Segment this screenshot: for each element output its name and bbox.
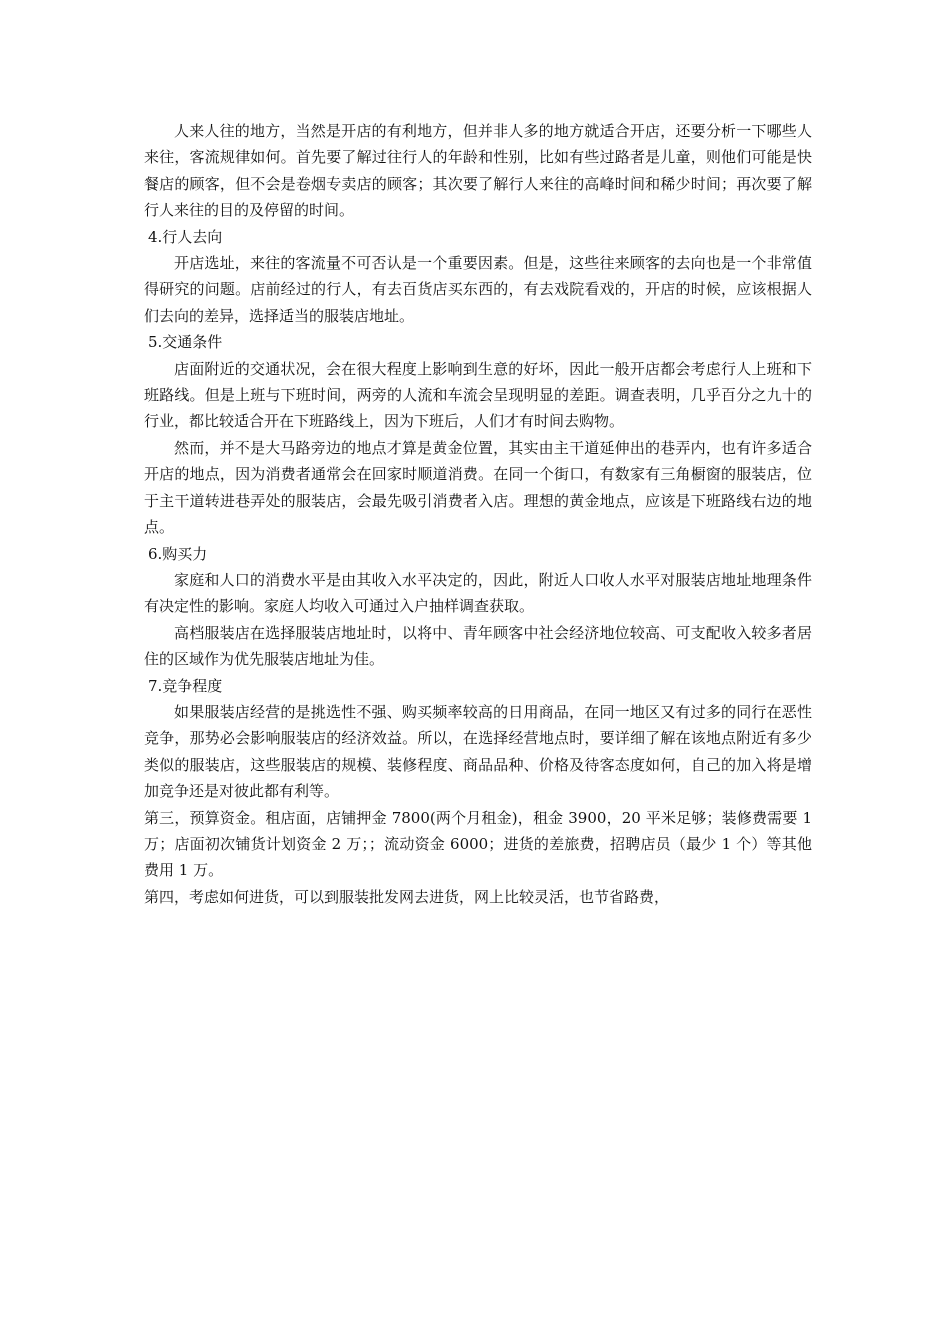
- heading-purchasing-power: 6.购买力: [148, 544, 208, 563]
- heading-pedestrian-direction: 4.行人去向: [148, 227, 223, 246]
- paragraph-purchasing: 第四，考虑如何进货，可以到服装批发网去进货，网上比较灵活，也节省路费，: [144, 887, 670, 906]
- paragraph-golden-location: 然而，并不是大马路旁边的地点才算是黄金位置，其实由主干道延伸出的巷弄内，也有许多适合开店的地点，因为消费者通常会在回家时顺道消费。在同一个街口，有数家有三角橱窗的服装店，位于主干道转进巷弄处的服装店，会最先吸引消费者入店。理想的黄金地点，应该是下班路线右边的地点。: [144, 438, 812, 537]
- paragraph-pedestrian-flow: 人来人往的地方，当然是开店的有利地方，但并非人多的地方就适合开店，还要分析一下哪些人来往，客流规律如何。首先要了解过往行人的年龄和性别，比如有些过路者是儿童，则他们可能是快餐店的顾客，但不会是卷烟专卖店的顾客；其次要了解行人来往的高峰时间和稀少时间；再次要了解行人来往的目的及停留的时间。: [144, 122, 812, 220]
- heading-traffic: 5.交通条件: [148, 333, 223, 352]
- paragraph-budget: 第三，预算资金。租店面，店铺押金 7800(两个月租金)，租金 3900，20 平米足够；装修费需要 1 万；店面初次铺货计划资金 2 万；；流动资金 6000；进货的差旅费，招聘店员（最少 1 个）等其他费用 1 万。: [144, 808, 812, 880]
- paragraph-high-end-store: 高档服装店在选择服装店地址时，以将中、青年顾客中社会经济地位较高、可支配收入较多者居住的区域作为优先服装店地址为佳。: [144, 623, 812, 669]
- document-body: [144, 118, 812, 910]
- paragraph-pedestrian-direction: 开店选址，来往的客流量不可否认是一个重要因素。但是，这些往来顾客的去向也是一个非常值得研究的问题。店前经过的行人，有去百货店买东西的，有去戏院看戏的，开店的时候，应该根据人们去向的差异，选择适当的服装店地址。: [144, 254, 812, 325]
- paragraph-traffic: 店面附近的交通状况，会在很大程度上影响到生意的好坏，因此一般开店都会考虑行人上班和下班路线。但是上班与下班时间，两旁的人流和车流会呈现明显的差距。调查表明，几乎百分之九十的行业，都比较适合开在下班路线上，因为下班后，人们才有时间去购物。: [144, 359, 812, 431]
- paragraph-competition: 如果服装店经营的是挑选性不强、购买频率较高的日用商品，在同一地区又有过多的同行在恶性竞争，那势必会影响服装店的经济效益。所以，在选择经营地点时，要详细了解在该地点附近有多少类似的服装店，这些服装店的规模、装修程度、商品品种、价格及待客态度如何，自己的加入将是增加竞争还是对彼此都有利等。: [144, 702, 812, 801]
- heading-competition: 7.竞争程度: [148, 676, 223, 695]
- paragraph-income: 家庭和人口的消费水平是由其收入水平决定的，因此，附近人口收人水平对服装店地址地理条件有决定性的影响。家庭人均收入可通过入户抽样调查获取。: [144, 570, 812, 616]
